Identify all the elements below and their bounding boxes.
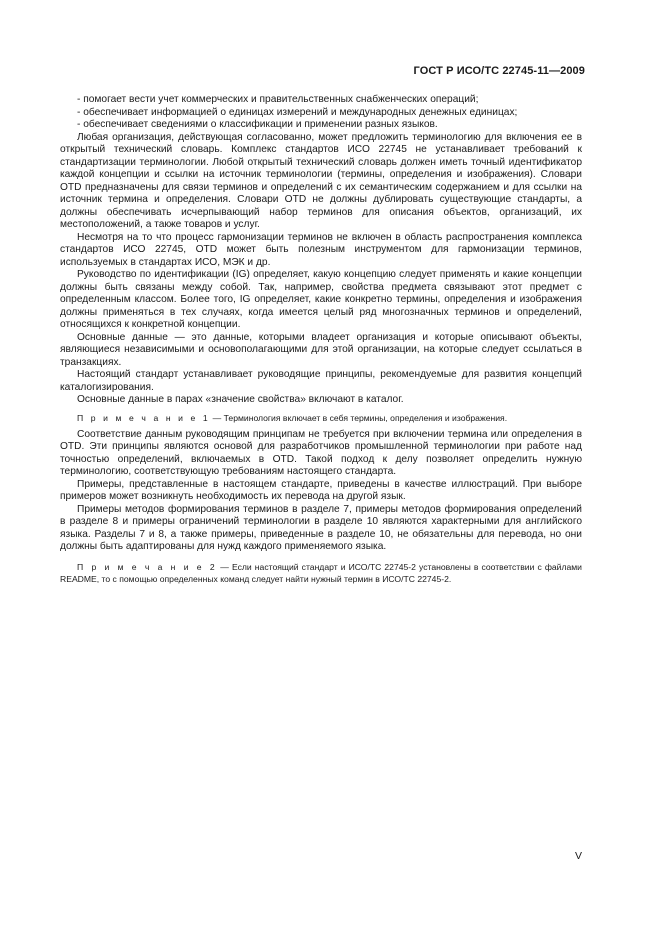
note-text: — Если настоящий стандарт и ИСО/ТС 22745-2 установлены в соответствии с файлами README, то с помощью определенных команд следует найти нужный термин в ИСО/ТС 22745-2.: [60, 561, 582, 584]
paragraph-examples: Примеры, представленные в настоящем стандарте, приведены в качестве иллюстраций. При выборе примеров может возникнуть необходимость их перевода на другой язык.: [60, 478, 582, 502]
paragraph-harmonization: Несмотря на то что процесс гармонизации терминов не включен в область распространения комплекса стандартов ИСО 22745, OTD может быть полезным инструментом для гармонизации терминов, используемых в стандартах ИСО, МЭК и др.: [60, 231, 582, 268]
note-label: П р и м е ч а н и е 1: [77, 412, 211, 423]
note-1: [60, 412, 582, 424]
page-number: V: [575, 850, 583, 862]
document-body: [60, 94, 582, 590]
paragraph-identification-guide: Руководство по идентификации (IG) определяет, какую концепцию следует применять и какие концепции должны быть связаны между собой. Так, например, свойства предмета связывают этот предмет с определенным классом. Более того, IG определяет, какие конкретно термины, определения и изображения должны применяться в тех случаях, когда имеется целый ряд многозначных терминов и определений, относящихся к конкретной концепции.: [60, 269, 582, 330]
note-label: П р и м е ч а н и е 2: [77, 561, 218, 572]
bullet-item: - обеспечивает информацией о единицах измерений и международных денежных единицах;: [77, 106, 518, 118]
paragraph-compliance: Соответствие данным руководящим принципам не требуется при включении термина или определения в OTD. Эти принципы являются основой для разработчиков промышленной терминологии при работе над точностью определений, включаемых в OTD. Такой подход к делу позволяет определить нужную терминологию, соответствующую требованиям настоящего стандарта.: [60, 428, 582, 477]
note-2: [60, 561, 582, 585]
bullet-item: - обеспечивает сведениями о классификации и применении разных языков.: [77, 119, 438, 130]
paragraph-master-data: Основные данные — это данные, которыми владеет организация и которые описывают объекты, являющиеся независимыми и основополагающими для этой организации, на которые следует ссылаться в транзакциях.: [60, 331, 582, 368]
paragraph-otd-terminology: Любая организация, действующая согласованно, может предложить терминологию для включения ее в открытый технический словарь. Комплекс стандартов ИСО 22745 не устанавливает требований к стандартизации терминологии. Любой открытый технический словарь должен иметь точный идентификатор каждой концепции и ссылки на источник терминологии (термины, определения и изображения). Словари OTD предназначены для связи терминов и определений с их семантическим содержанием и для ссылки на источник термина и определения. Словари OTD не должны дублировать существующие стандарты, а должны обеспечивать исчерпывающий набор терминов для описания объектов, организаций, их местоположений, а также товаров и услуг.: [60, 131, 582, 230]
paragraph-standard-scope: Настоящий стандарт устанавливает руководящие принципы, рекомендуемые для развития концепций каталогизирования.: [60, 369, 582, 393]
bullet-item: - помогает вести учет коммерческих и правительственных снабженческих операций;: [77, 94, 479, 105]
note-text: — Терминология включает в себя термины, определения и изображения.: [210, 412, 508, 423]
paragraph-example-methods: Примеры методов формирования терминов в разделе 7, примеры методов формирования определений в разделе 8 и примеры ограничений терминологии в разделе 10 являются характерными для английского языка. Разделы 7 и 8, а также примеры, приведенные в разделе 10, не обязательны для перевода, но они должны быть адаптированы для нужд каждого применяемого языка.: [60, 503, 582, 552]
document-header-id: ГОСТ Р ИСО/ТС 22745-11—2009: [413, 65, 585, 77]
paragraph-property-value: Основные данные в парах «значение свойства» включают в каталог.: [77, 394, 404, 405]
